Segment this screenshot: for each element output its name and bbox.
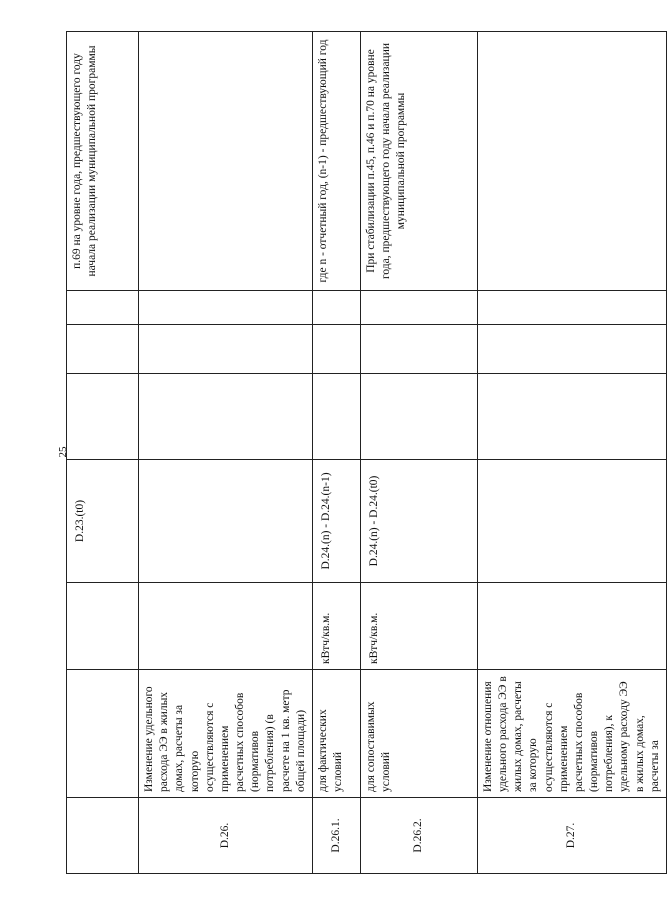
row-name bbox=[67, 669, 139, 797]
empty-cell bbox=[67, 324, 139, 373]
empty-cell bbox=[312, 373, 360, 459]
row-code: D.27. bbox=[477, 797, 666, 873]
empty-cell bbox=[312, 290, 360, 324]
table-row bbox=[312, 31, 360, 873]
empty-cell bbox=[139, 290, 313, 324]
empty-cell bbox=[477, 324, 666, 373]
empty-cell bbox=[139, 324, 313, 373]
row-note: п.69 на уровне года, предшествующего году начала реализации муниципальной программы bbox=[67, 31, 139, 290]
row-name: Изменение удельного расхода ЭЭ в жилых домах, расчеты за которую осуществляются с применением расчетных способов (нормативов потребления) (в расчете на 1 кв. метр общей площади) bbox=[139, 669, 313, 797]
row-code: D.26. bbox=[139, 797, 313, 873]
row-name: для сопоставимых условий bbox=[360, 669, 477, 797]
row-formula: D.24.(n) - D.24.(t0) bbox=[360, 459, 477, 582]
row-code: D.26.1. bbox=[312, 797, 360, 873]
row-unit: кВтч/кв.м. bbox=[360, 582, 477, 669]
table-row bbox=[360, 31, 477, 873]
row-name: для фактических условий bbox=[312, 669, 360, 797]
row-note bbox=[477, 31, 666, 290]
row-formula: D.23.(t0) bbox=[67, 459, 139, 582]
row-formula bbox=[477, 459, 666, 582]
row-unit bbox=[67, 582, 139, 669]
row-note: где n - отчетный год, (n-1) - предшествующий год bbox=[312, 31, 360, 290]
empty-cell bbox=[67, 373, 139, 459]
empty-cell bbox=[139, 373, 313, 459]
row-note: При стабилизации п.45, п.46 и п.70 на уровне года, предшествующего году начала реализации муниципальной программы bbox=[360, 31, 477, 290]
row-formula bbox=[139, 459, 313, 582]
row-unit: кВтч/кв.м. bbox=[312, 582, 360, 669]
page-number: 25 bbox=[57, 446, 69, 458]
row-formula: D.24.(n) - D.24.(n-1) bbox=[312, 459, 360, 582]
table-row bbox=[477, 31, 666, 873]
row-name: Изменение отношения удельного расхода ЭЭ в жилых домах, расчеты за которую осуществляются с применением расчетных способов (нормативов потребления), к удельному расходу ЭЭ в жилых домах, расчеты за bbox=[477, 669, 666, 797]
row-unit bbox=[477, 582, 666, 669]
row-note bbox=[139, 31, 313, 290]
row-code bbox=[67, 797, 139, 873]
empty-cell bbox=[67, 290, 139, 324]
table-row bbox=[67, 31, 139, 873]
rotated-page-content bbox=[66, 32, 661, 874]
empty-cell bbox=[477, 290, 666, 324]
indicators-table bbox=[66, 31, 667, 874]
empty-cell bbox=[360, 373, 477, 459]
empty-cell bbox=[312, 324, 360, 373]
empty-cell bbox=[477, 373, 666, 459]
table-row bbox=[139, 31, 313, 873]
empty-cell bbox=[360, 290, 477, 324]
row-code: D.26.2. bbox=[360, 797, 477, 873]
empty-cell bbox=[360, 324, 477, 373]
row-unit bbox=[139, 582, 313, 669]
